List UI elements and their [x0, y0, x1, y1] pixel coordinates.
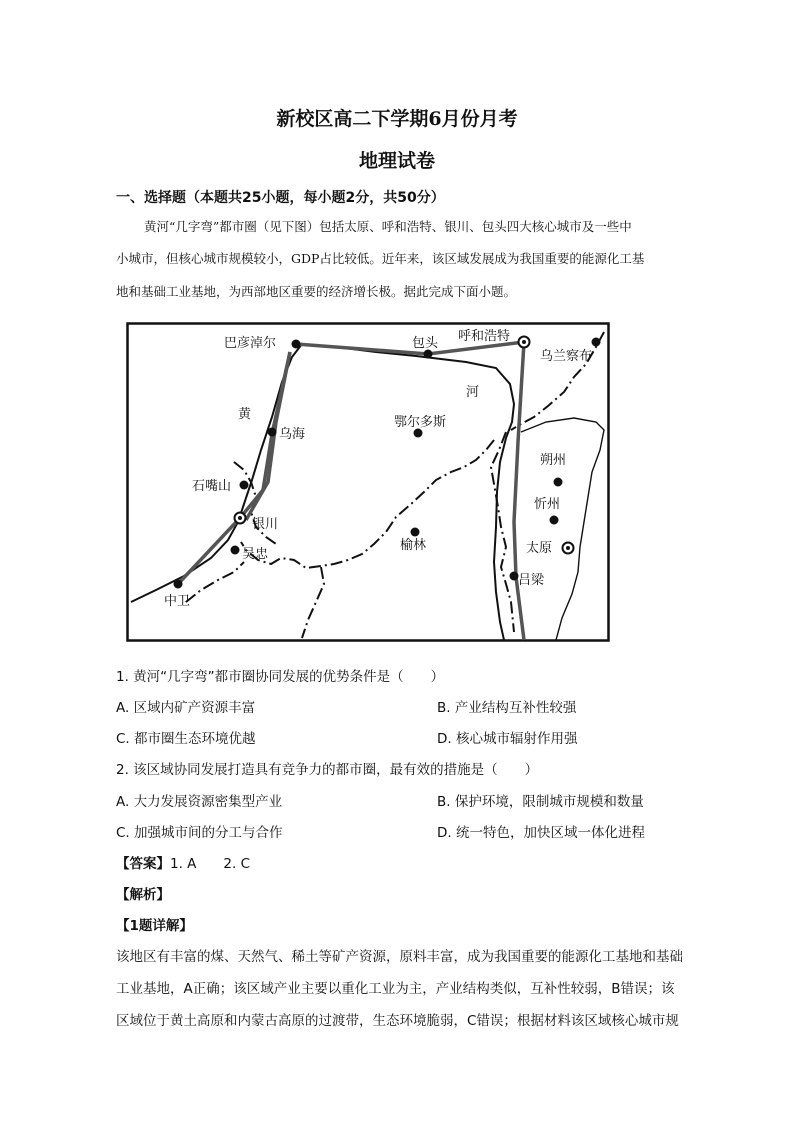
city-marker-yulin: [411, 528, 420, 537]
intro-line-3: 地和基础工业基地，为西部地区重要的经济增长极。据此完成下面小题。: [116, 284, 517, 299]
question-2-option-a: A. 大力发展资源密集型产业: [116, 794, 283, 810]
city-marker-bayannur: [292, 340, 301, 349]
label-taiyuan: 太原: [526, 541, 553, 556]
question-1-option-a: A. 区域内矿产资源丰富: [116, 700, 256, 716]
question-2-option-c: C. 加强城市间的分工与合作: [116, 825, 283, 841]
label-ordos: 鄂尔多斯: [394, 415, 447, 430]
label-baotou: 包头: [412, 336, 439, 351]
label-bayannur: 巴彦淖尔: [224, 336, 277, 351]
city-marker-shizuishan: [240, 481, 249, 490]
label-zhongwei: 中卫: [164, 594, 191, 609]
question-1-option-b: B. 产业结构互补性较强: [437, 700, 577, 716]
analysis-line-2: 工业基地，A正确；该区域产业主要以重化工业为主，产业结构类似，互补性较弱，B错误；该: [116, 981, 675, 997]
answer-label: 【答案】: [116, 856, 170, 872]
label-river-he: 河: [466, 385, 480, 400]
label-wuzhong: 吴忠: [242, 547, 269, 562]
analysis-line-1: 该地区有丰富的煤、天然气、稀土等矿产资源，原料丰富，成为我国重要的能源化工基地和基础: [116, 949, 683, 965]
label-yulin: 榆林: [400, 538, 427, 553]
section-heading: 一、选择题（本题共25小题，每小题2分，共50分）: [116, 190, 445, 206]
answer-text: 1. A 2. C: [170, 856, 251, 872]
label-hohhot: 呼和浩特: [458, 329, 511, 344]
page-subtitle: 地理试卷: [358, 150, 435, 172]
answer-row: [116, 852, 250, 872]
question-2-stem: 2. 该区域协同发展打造具有竞争力的都市圈，最有效的措施是（ ）: [116, 762, 539, 778]
intro-line-1: 黄河“几字弯”都市圈（见下图）包括太原、呼和浩特、银川、包头四大核心城市及一些中: [144, 219, 632, 234]
question-1-option-d: D. 核心城市辐射作用强: [437, 731, 578, 747]
analysis-line-3: 区域位于黄土高原和内蒙古高原的过渡带，生态环境脆弱，C错误；根据材料该区域核心城市规: [116, 1013, 679, 1029]
label-shizuishan: 石嘴山: [192, 479, 232, 494]
city-marker-wuzhong: [231, 546, 240, 555]
label-ulanqab: 乌兰察布: [540, 349, 593, 364]
page-title: 新校区高二下学期6月份月考: [276, 108, 518, 130]
city-marker-xinzhou: [550, 516, 559, 525]
label-wuhai: 乌海: [279, 427, 306, 442]
analysis-label: 【解析】: [116, 887, 170, 903]
label-yinchuan: 银川: [252, 517, 279, 532]
label-river-huang: 黄: [238, 407, 252, 422]
q1-detail-label: 【1题详解】: [116, 918, 193, 934]
intro-line-2: 小城市，但核心城市规模较小，GDP占比较低。近年来，该区域发展成为我国重要的能源化工基: [116, 251, 645, 266]
label-xinzhou: 忻州: [534, 497, 561, 512]
city-marker-wuhai: [268, 428, 277, 437]
question-1-option-c: C. 都市圈生态环境优越: [116, 731, 256, 747]
question-2-option-b: B. 保护环境，限制城市规模和数量: [437, 794, 644, 810]
map-figure: [126, 322, 610, 642]
label-shuozhou: 朔州: [540, 453, 567, 468]
label-lvliang: 吕梁: [518, 573, 545, 588]
question-1-stem: 1. 黄河“几字弯”都市圈协同发展的优势条件是（ ）: [116, 669, 445, 685]
city-marker-shuozhou: [554, 478, 563, 487]
city-marker-ulanqab: [592, 338, 601, 347]
city-marker-zhongwei: [174, 580, 183, 589]
question-2-option-d: D. 统一特色，加快区域一体化进程: [437, 825, 645, 841]
